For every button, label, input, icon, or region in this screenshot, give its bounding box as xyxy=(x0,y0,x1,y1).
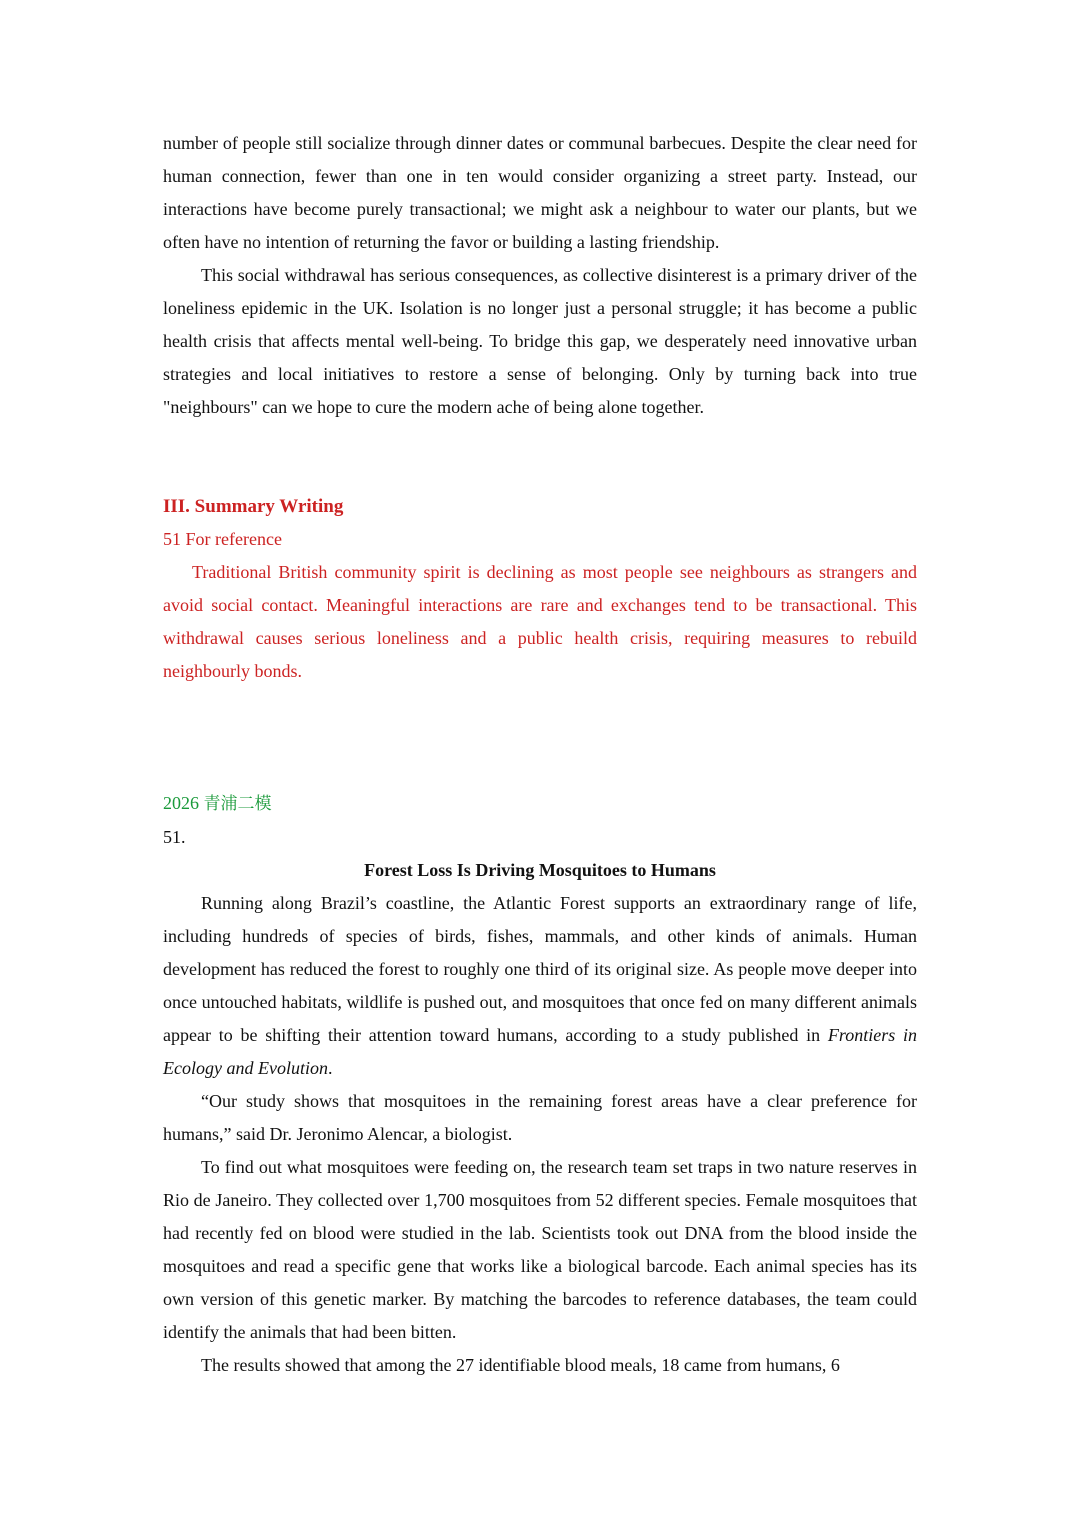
section-heading: III. Summary Writing xyxy=(163,496,344,517)
reference-label: 51 For reference xyxy=(163,529,282,549)
spacer xyxy=(163,688,917,787)
summary-paragraph: Traditional British community spirit is declining as most people see neighbours as strangers and avoid social contact. Meaningful interactions are rare and exchanges tend to be transactional. This withdrawal causes serious loneliness and a public health crisis, requiring measures to rebuild neighbourly bonds. xyxy=(163,562,917,681)
spacer xyxy=(163,424,917,490)
journal-name: Frontiers in Ecology and Evolution xyxy=(163,1025,917,1078)
article-paragraph: The results showed that among the 27 identifiable blood meals, 18 came from humans, 6 xyxy=(201,1355,840,1375)
body-paragraph: number of people still socialize through dinner dates or communal barbecues. Despite the clear need for human connection, fewer than one in ten would consider organizing a street party. Instead, our interactions have become purely transactional; we might ask a neighbour to water our plants, but we often have no intention of returning the favor or building a lasting friendship. xyxy=(163,133,917,252)
article-paragraph: To find out what mosquitoes were feeding on, the research team set traps in two nature reserves in Rio de Janeiro. They collected over 1,700 mosquitoes from 52 different species. Female mosquitoes that had recently fed on blood were studied in the lab. Scientists took out DNA from the blood inside the mosquitoes and read a specific gene that works like a biological barcode. Each animal species has its own version of this genetic marker. By matching the barcodes to reference databases, the team could identify the animals that had been bitten. xyxy=(163,1157,917,1342)
article-text-end: . xyxy=(327,1058,333,1078)
article-paragraph xyxy=(163,887,917,1085)
body-paragraph: This social withdrawal has serious consequences, as collective disinterest is a primary driver of the loneliness epidemic in the UK. Isolation is no longer just a personal struggle; it has become a public health crisis that affects mental well-being. To bridge this gap, we desperately need innovative urban strategies and local initiatives to restore a sense of belonging. Only by turning back into true "neighbours" can we hope to cure the modern ache of being alone together. xyxy=(163,265,917,417)
question-number: 51. xyxy=(163,827,186,847)
exam-label xyxy=(163,787,917,821)
article-text: Running along Brazil’s coastline, the Atlantic Forest supports an extraordinary range of life, including hundreds of species of birds, fishes, mammals, and other kinds of animals. Human development has reduced the forest to roughly one third of its original size. As people move deeper into once untouched habitats, wildlife is pushed out, and mosquitoes that once fed on many different animals appear to be shifting their attention toward humans, according to a study published in xyxy=(163,893,917,1045)
exam-name: 青浦二模 xyxy=(203,794,272,814)
article-paragraph: “Our study shows that mosquitoes in the remaining forest areas have a clear preference for humans,” said Dr. Jeronimo Alencar, a biologist. xyxy=(163,1091,917,1144)
article-title: Forest Loss Is Driving Mosquitoes to Humans xyxy=(364,860,716,880)
exam-year: 2026 xyxy=(163,793,199,813)
document-page xyxy=(163,127,917,1382)
